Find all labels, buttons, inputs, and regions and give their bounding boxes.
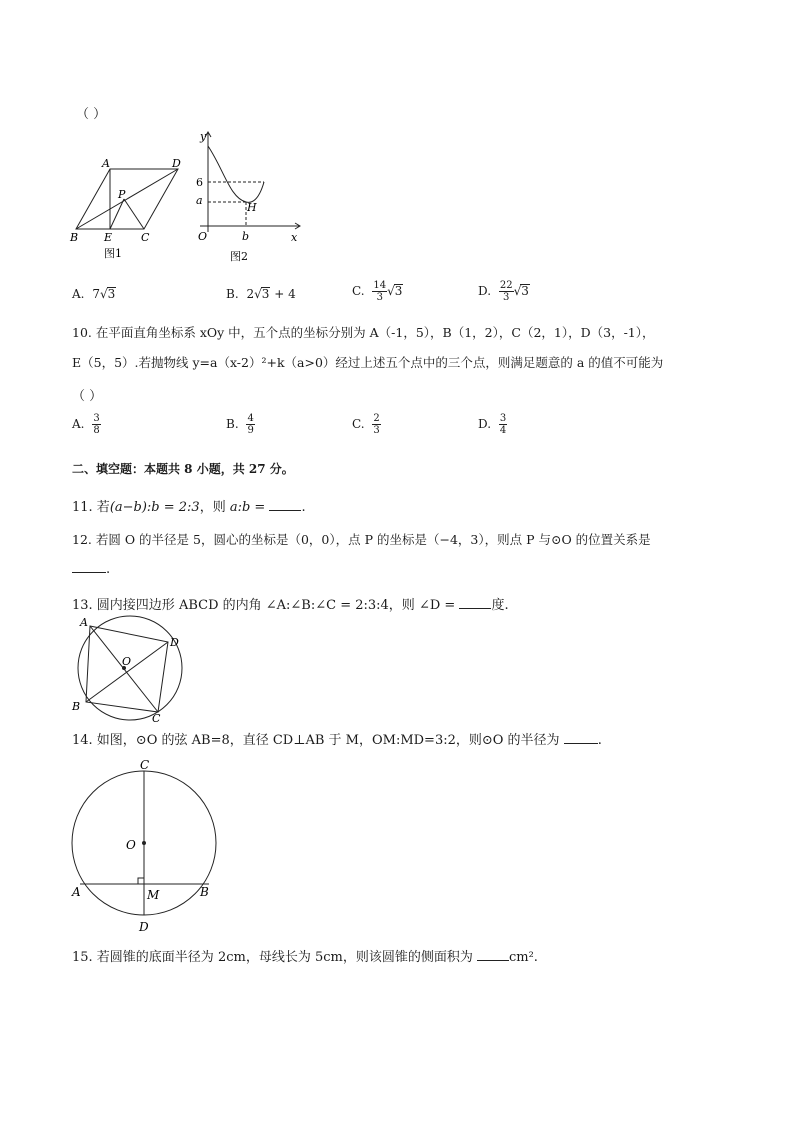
caption-fig2: 图2 [230, 250, 248, 263]
q12-line2: . [72, 560, 110, 577]
q15-answer-blank[interactable] [477, 948, 509, 961]
label-6: 6 [196, 176, 203, 189]
label-H: H [247, 201, 257, 214]
label-C: C [140, 758, 150, 772]
label-y: y [200, 130, 207, 143]
section-heading-fill-in: 二、填空题：本题共 8 小题，共 27 分。 [72, 462, 294, 476]
diagonal-bd [76, 169, 178, 229]
label-D: D [139, 920, 149, 934]
center-o-dot [142, 841, 146, 845]
q14-figure [66, 756, 226, 936]
q10-option-d[interactable]: D. $\frac{3}{4}$ [478, 413, 507, 436]
quadrilateral-abcd [86, 626, 168, 712]
right-angle-mark [138, 878, 144, 884]
label-E: E [104, 231, 113, 244]
q9-option-d[interactable]: D. $\frac{22}{3}$ √3 [478, 280, 529, 303]
label-A: A [80, 616, 88, 629]
q14: 14. 如图，⊙O 的弦 AB=8，直径 CD⊥AB 于 M，OM:MD=3:2，则⊙O 的半径为 . [72, 733, 602, 748]
label-O: O [126, 838, 136, 852]
q9-figure-1 [66, 150, 196, 265]
label-C: C [141, 231, 150, 244]
label-O: O [198, 230, 208, 243]
label-A: A [102, 157, 110, 170]
q11-answer-blank[interactable] [269, 498, 301, 511]
label-B: B [70, 231, 79, 244]
label-B: B [200, 885, 209, 899]
label-C: C [152, 712, 161, 724]
q12-line1: 12. 若圆 O 的半径是 5，圆心的坐标是（0，0），点 P 的坐标是（−4，3），则点 P 与⊙O 的位置关系是 [72, 532, 651, 547]
curve [208, 146, 264, 202]
q10-answer-paren: （ ） [72, 389, 103, 404]
q11: 11. 若(a−b):b = 2:3，则 a:b = . [72, 500, 306, 515]
label-D: D [170, 636, 179, 649]
q13-answer-blank[interactable] [459, 596, 491, 609]
q10-option-a[interactable]: A. $\frac{3}{8}$ [72, 413, 100, 436]
caption-fig1: 图1 [104, 247, 122, 260]
q9-option-b[interactable]: B. 2√3 + 4 [226, 287, 296, 301]
q9-answer-paren: （ ） [76, 107, 107, 122]
label-a: a [196, 194, 203, 207]
q10-line2: E（5，5）.若抛物线 y=a（x-2）²+k（a>0）经过上述五个点中的三个点，则满足题意的 a 的值不可能为 [72, 355, 664, 370]
label-M: M [147, 888, 160, 902]
q10-option-c[interactable]: C. $\frac{2}{3}$ [352, 413, 380, 436]
q10-option-b[interactable]: B. $\frac{4}{9}$ [226, 413, 254, 436]
circle-o [78, 616, 182, 720]
q13-figure [66, 612, 196, 724]
label-O: O [122, 655, 132, 668]
label-D: D [172, 157, 181, 170]
diagonal-bd [86, 642, 168, 702]
q15: 15. 若圆锥的底面半径为 2cm，母线长为 5cm，则该圆锥的侧面积为 cm². [72, 950, 538, 965]
q9-figure-2 [188, 126, 306, 266]
q10-line1: 10. 在平面直角坐标系 xOy 中，五个点的坐标分别为 A（-1，5），B（1，2），C（2，1），D（3，-1）， [72, 325, 655, 340]
segment-ep [110, 199, 124, 229]
q9-option-a[interactable]: A. 7√3 [72, 287, 116, 301]
segment-pc [124, 199, 144, 229]
q9-option-c[interactable]: C. $\frac{14}{3}$ √3 [352, 280, 403, 303]
label-b: b [242, 230, 250, 243]
label-x: x [291, 231, 298, 244]
q14-answer-blank[interactable] [564, 731, 598, 744]
q13: 13. 圆内接四边形 ABCD 的内角 ∠A:∠B:∠C = 2:3:4，则 ∠D = 度. [72, 598, 509, 613]
label-B: B [72, 700, 81, 713]
label-P: P [118, 188, 126, 201]
label-A: A [72, 885, 81, 899]
q12-answer-blank[interactable] [72, 560, 106, 573]
